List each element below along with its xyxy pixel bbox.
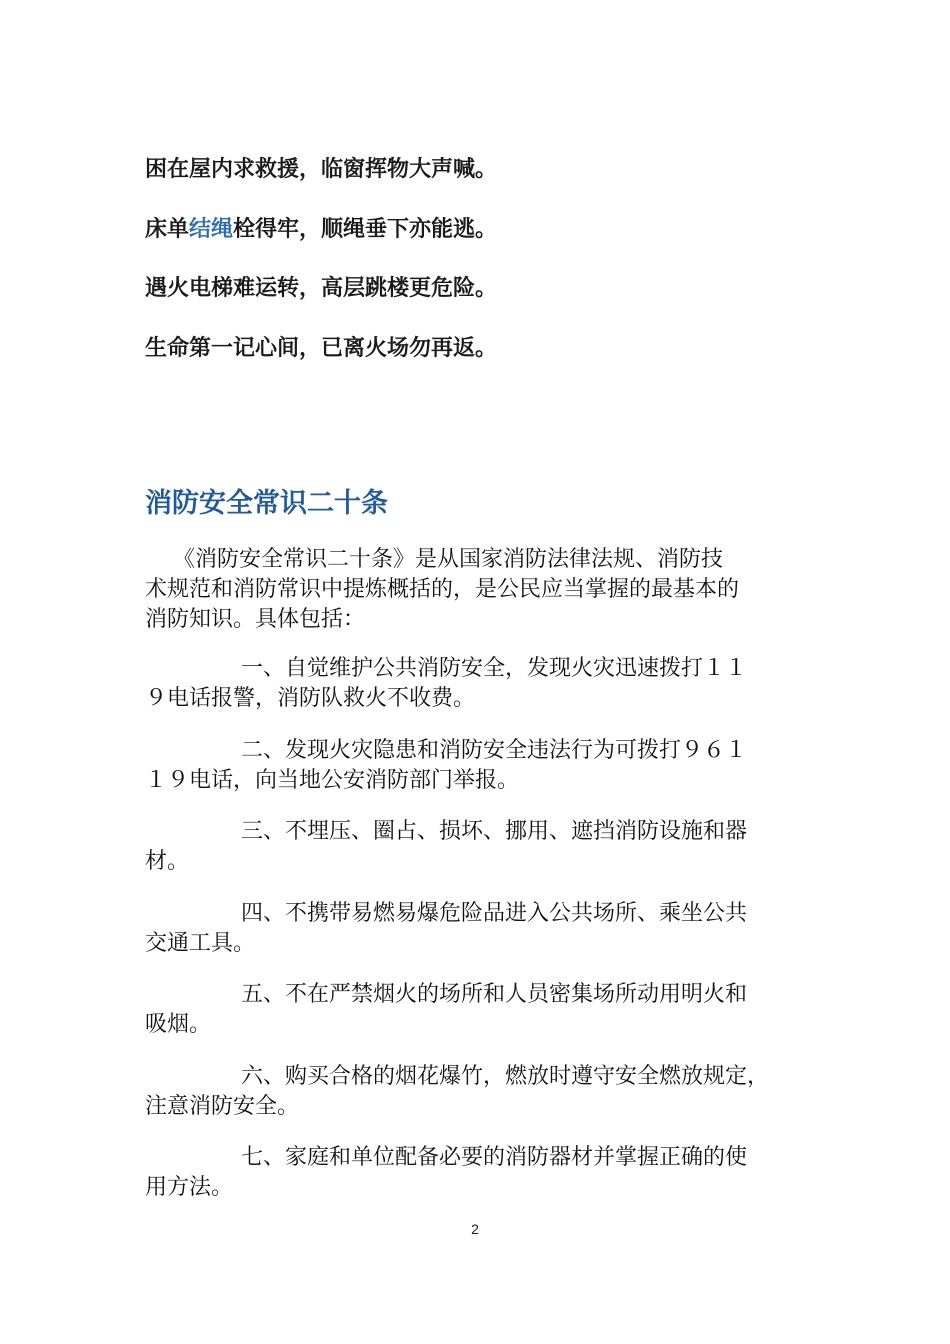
- intro-line: 《消防安全常识二十条》是从国家消防法律法规、消防技: [173, 547, 724, 572]
- verse-line-1: [145, 156, 497, 184]
- verse-text-pre: 床单: [145, 217, 190, 242]
- verse-line-4: [145, 335, 497, 363]
- list-item-line: 交通工具。: [145, 931, 256, 956]
- list-item-line: 吸烟。: [145, 1012, 212, 1037]
- list-item-line: 三、不埋压、圈占、损坏、挪用、遮挡消防设施和器: [241, 819, 748, 844]
- list-item-line: 七、家庭和单位配备必要的消防器材并掌握正确的使: [241, 1145, 748, 1170]
- intro-paragraph: [145, 545, 795, 635]
- verse-text: 困在屋内求救援，临窗挥物大声喊。: [145, 157, 498, 182]
- list-item-line: 五、不在严禁烟火的场所和人员密集场所动用明火和: [241, 982, 748, 1007]
- list-item-line: 材。: [145, 849, 190, 874]
- page-number: 2: [471, 1221, 479, 1237]
- intro-line: 术规范和消防常识中提炼概括的，是公民应当掌握的最基本的: [145, 577, 740, 602]
- verse-line-3: [145, 275, 497, 303]
- list-item-2: [145, 736, 795, 796]
- list-item-6: [145, 1062, 795, 1122]
- list-item-line: 一、自觉维护公共消防安全，发现火灾迅速拨打１１: [241, 656, 748, 681]
- list-item-line: ９电话报警，消防队救火不收费。: [145, 686, 476, 711]
- list-item-line: 六、购买合格的烟花爆竹，燃放时遵守安全燃放规定，: [241, 1064, 770, 1089]
- verse-text: 生命第一记心间，已离火场勿再返。: [145, 336, 498, 361]
- list-item-3: [145, 817, 795, 877]
- verse-link[interactable]: 结绳: [189, 217, 234, 242]
- list-item-line: 四、不携带易燃易爆危险品进入公共场所、乘坐公共: [241, 901, 748, 926]
- section-title: 消防安全常识二十条: [145, 488, 388, 519]
- list-item-line: 用方法。: [145, 1175, 234, 1200]
- list-item-line: 注意消防安全。: [145, 1094, 300, 1119]
- verse-line-2: [145, 216, 497, 244]
- list-item-1: [145, 654, 795, 714]
- list-item-line: １９电话，向当地公安消防部门举报。: [145, 768, 520, 793]
- verse-text-post: 栓得牢，顺绳垂下亦能逃。: [233, 217, 498, 242]
- intro-line: 消防知识。具体包括：: [145, 607, 366, 632]
- list-item-line: 二、发现火灾隐患和消防安全违法行为可拨打９６１: [241, 738, 748, 763]
- list-item-4: [145, 899, 795, 959]
- verse-text: 遇火电梯难运转，高层跳楼更危险。: [145, 276, 498, 301]
- list-item-7: [145, 1143, 795, 1203]
- list-item-5: [145, 980, 795, 1040]
